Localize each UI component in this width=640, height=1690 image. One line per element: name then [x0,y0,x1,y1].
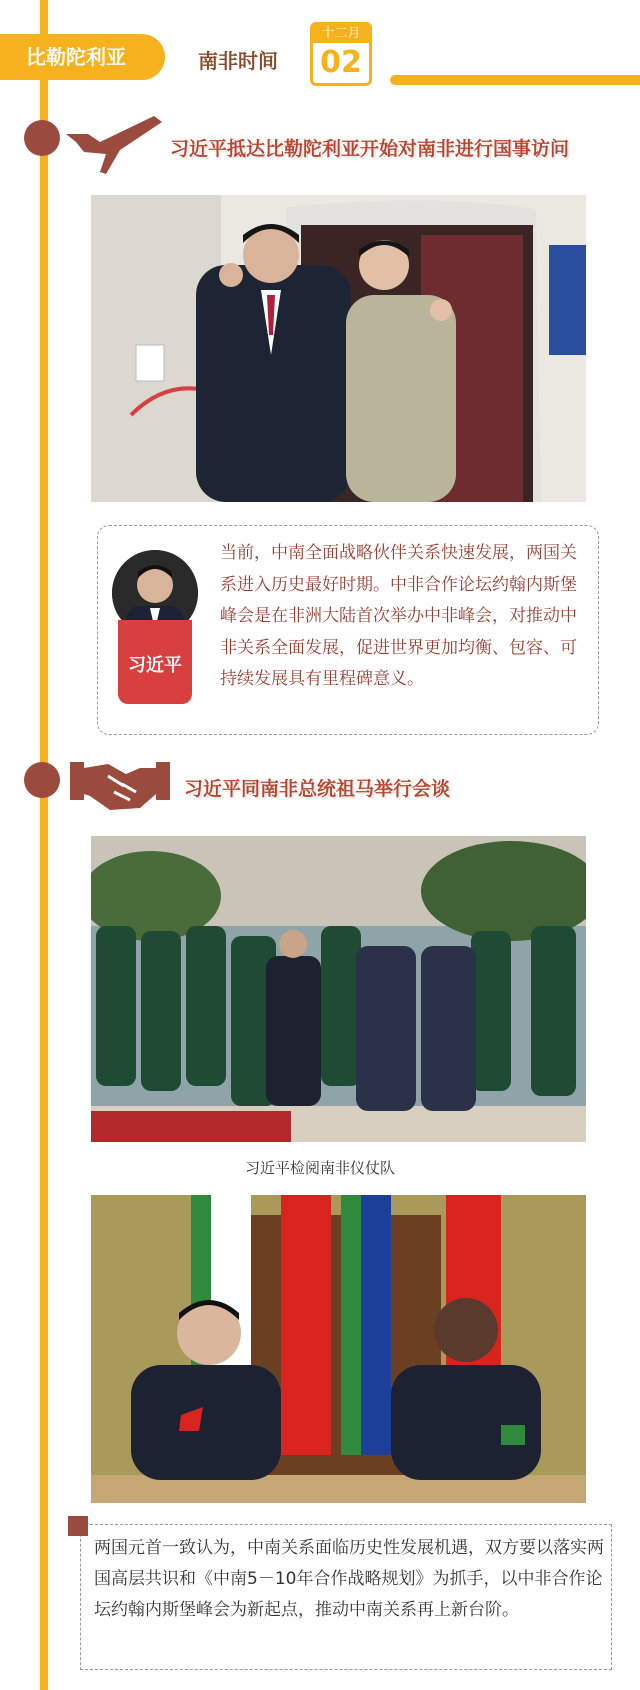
summary-marker [68,1516,88,1536]
city-tag: 比勒陀利亚 [0,34,165,80]
section-title-arrival: 习近平抵达比勒陀利亚开始对南非进行国事访问 [170,138,570,160]
quote-text: 当前，中南全面战略伙伴关系快速发展，两国关系进入历史最好时期。中非合作论坛约翰内斯堡峰会是在非洲大陆首次举办中非峰会，对推动中非关系全面发展，促进世界更加均衡、包容、可持续发展具有里程碑意义。 [220,543,577,689]
handshake-icon [70,756,170,812]
section-dot [24,762,60,798]
photo-caption: 习近平检阅南非仪仗队 [244,1159,395,1177]
date-month: 十二月 [313,25,369,43]
timezone-label: 南非时间 [198,49,278,73]
header-rule [390,75,640,85]
date-badge [310,22,372,86]
speaker-badge: 习近平 [118,620,192,704]
honor-guard-photo [91,836,586,1142]
airplane-icon [66,112,162,174]
date-day: 02 [320,45,362,80]
arrival-photo [91,195,586,502]
summary-text: 两国元首一致认为，中南关系面临历史性发展机遇，双方要以落实两国高层共识和《中南5－10年合作战略规划》为抓手，以中非合作论坛约翰内斯堡峰会为新起点，推动中南关系再上新台阶。 [94,1538,604,1620]
timeline-bar [40,0,48,1690]
section-dot [24,120,60,156]
section-title-talks: 习近平同南非总统祖马举行会谈 [184,778,451,800]
talks-photo [91,1195,586,1503]
